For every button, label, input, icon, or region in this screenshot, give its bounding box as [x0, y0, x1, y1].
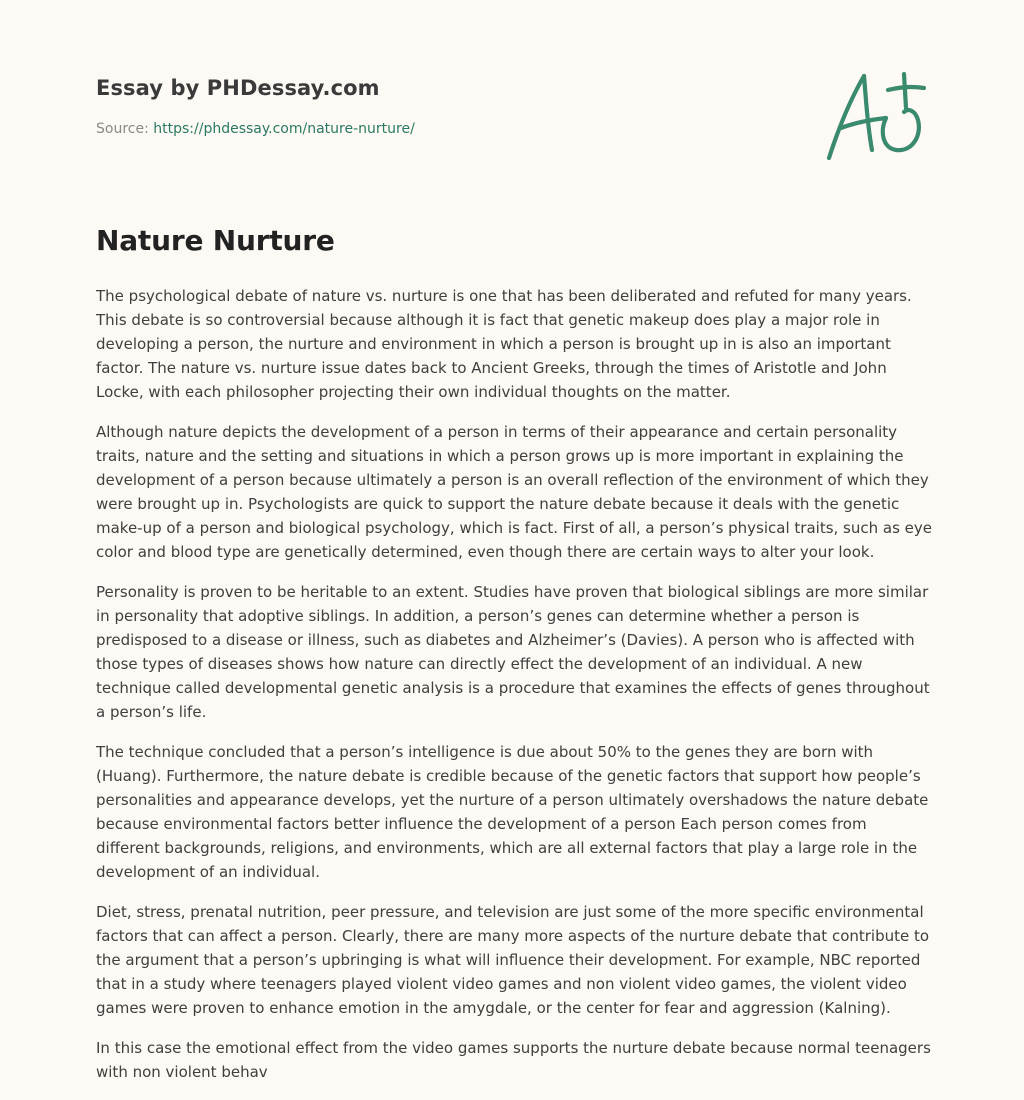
source-line	[96, 121, 796, 137]
essay-paragraph: Although nature depicts the development of a person in terms of their appearance and certain personality traits, nature and the setting and situations in which a person grows up is more important in explaining the development of a person because ultimately a person is an overall reflection of the environment of which they were brought up in. Psychologists are quick to support the nature debate because it deals with the genetic make-up of a person and biological psychology, which is fact. First of all, a person’s physical traits, such as eye color and blood type are genetically determined, even though there are certain ways to alter your look.	[96, 423, 933, 561]
essay-paragraph: Personality is proven to be heritable to an extent. Studies have proven that biological siblings are more similar in personality that adoptive siblings. In addition, a person’s genes can determine whether a person is predisposed to a disease or illness, such as diabetes and Alzheimer’s (Davies). A person who is affected with those types of diseases shows how nature can directly effect the development of an individual. A new technique called developmental genetic analysis is a procedure that examines the effects of genes throughout a person’s life.	[96, 583, 930, 721]
site-brand: Essay by PHDessay.com	[96, 76, 380, 100]
essay-paragraph: The technique concluded that a person’s intelligence is due about 50% to the genes they are born with (Huang). Furthermore, the nature debate is credible because of the genetic factors that support how people’s personalities and appearance develops, yet the nurture of a person ultimately overshadows the nature debate because environmental factors better influence the development of a person Each person comes from different backgrounds, religions, and environments, which are all external factors that play a large role in the development of an individual.	[96, 743, 929, 881]
essay-header	[96, 76, 796, 137]
essay-title: Nature Nurture	[96, 224, 335, 257]
essay-paragraph: Diet, stress, prenatal nutrition, peer pressure, and television are just some of the more specific environmental factors that can affect a person. Clearly, there are many more aspects of the nurture debate that contribute to the argument that a person’s upbringing is what will influence their development. For example, NBC reported that in a study where teenagers played violent video games and non violent video games, the violent video games were proven to enhance emotion in the amygdale, or the center for fear and aggression (Kalning).	[96, 903, 930, 1017]
essay-body	[96, 284, 932, 1100]
source-link[interactable]: https://phdessay.com/nature-nurture/	[153, 121, 415, 137]
essay-paragraph: In this case the emotional effect from the video games supports the nurture debate because normal teenagers with non violent behav	[96, 1039, 931, 1081]
essay-paragraph: The psychological debate of nature vs. nurture is one that has been deliberated and refuted for many years. This debate is so controversial because although it is fact that genetic makeup does play a major role in developing a person, the nurture and environment in which a person is brought up in is also an important factor. The nature vs. nurture issue dates back to Ancient Greeks, through the times of Aristotle and John Locke, with each philosopher projecting their own individual thoughts on the matter.	[96, 287, 912, 401]
source-label: Source:	[96, 121, 154, 137]
a-plus-grade-icon	[822, 68, 926, 164]
